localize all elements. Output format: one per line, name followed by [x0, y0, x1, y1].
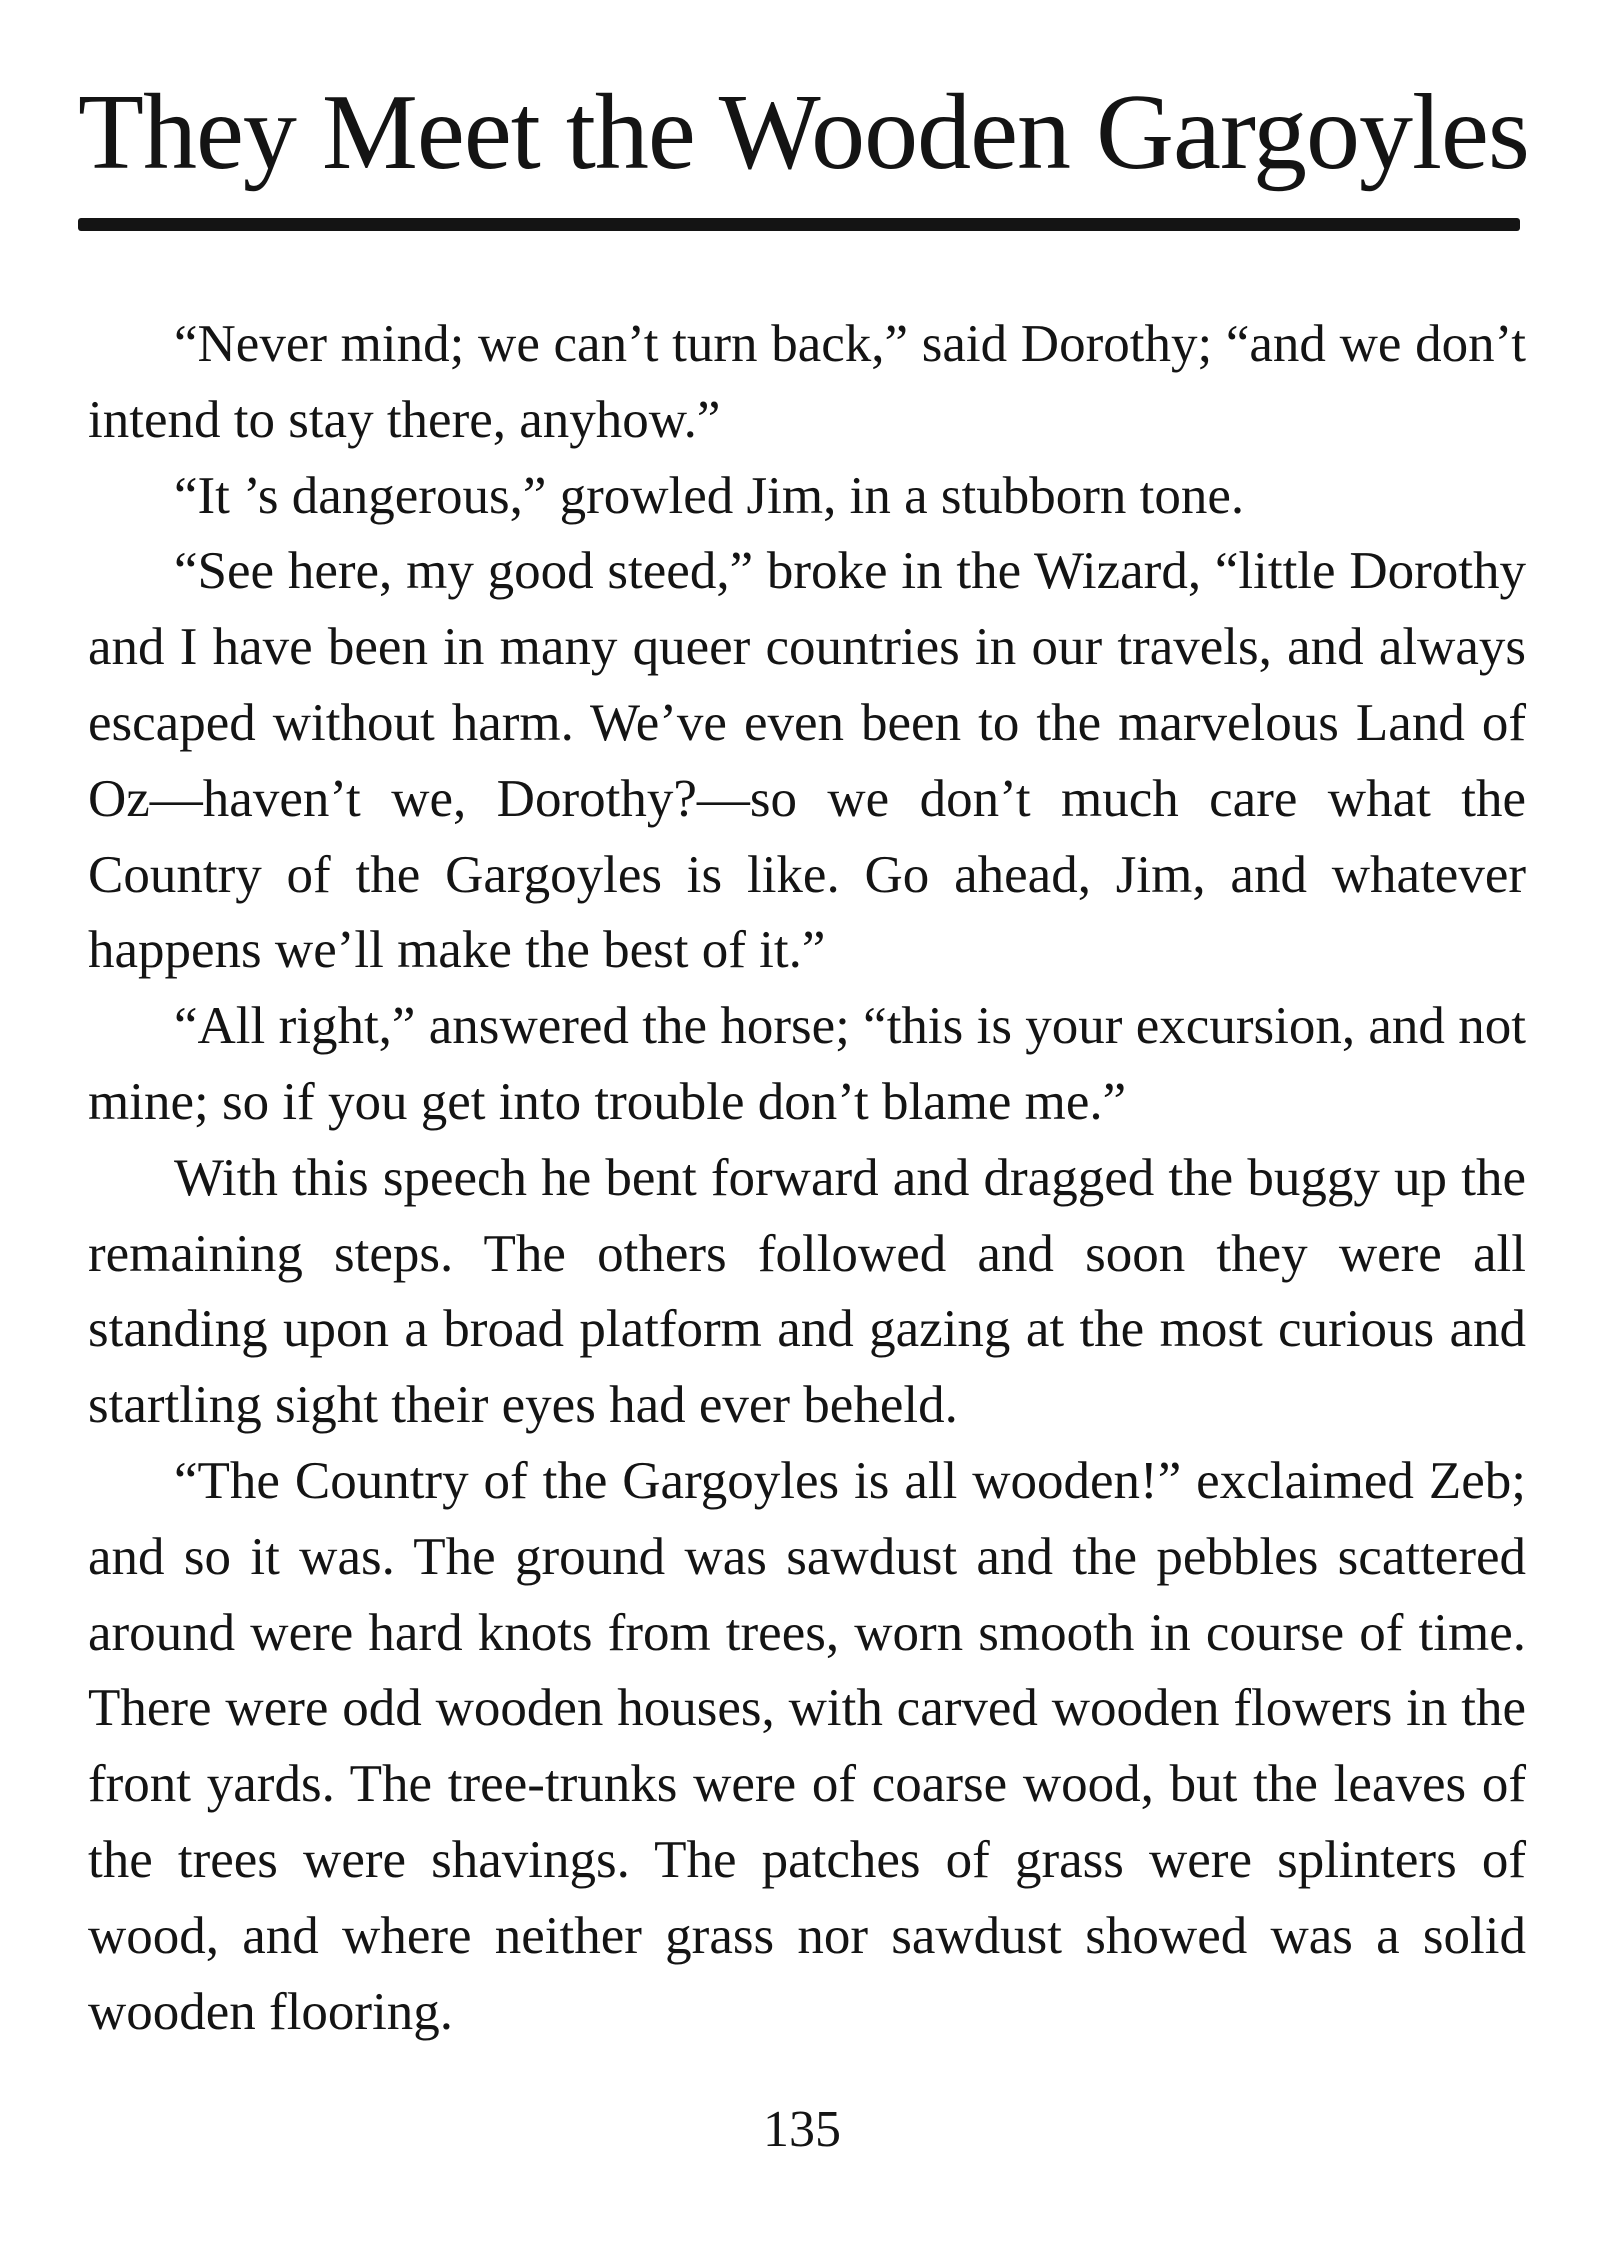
paragraph: With this speech he bent forward and dragged the buggy up the remaining steps. The others followed and soon they were all standing upon a broad platform and gazing at the most curious and startling sight their eyes had ever beheld.	[88, 1148, 1526, 1435]
body-text	[88, 307, 1526, 2050]
title-rule	[78, 218, 1520, 231]
page-number: 135	[763, 2101, 841, 2158]
chapter-title: They Meet the Wooden Gargoyles	[78, 73, 1529, 192]
page-header	[78, 72, 1529, 231]
paragraph: “It ’s dangerous,” growled Jim, in a stubborn tone.	[174, 466, 1245, 525]
paragraph: “The Country of the Gargoyles is all wooden!” exclaimed Zeb; and so it was. The ground was sawdust and the pebbles scattered around were hard knots from trees, worn smooth in course of time. There were odd wooden houses, with carved wooden flowers in the front yards. The tree-trunks were of coarse wood, but the leaves of the trees were shavings. The patches of grass were splinters of wood, and where neither grass nor sawdust showed was a solid wooden flooring.	[88, 1451, 1526, 2041]
paragraph: “All right,” answered the horse; “this is your excursion, and not mine; so if you get into trouble don’t blame me.”	[88, 997, 1526, 1131]
paragraph: “See here, my good steed,” broke in the Wizard, “little Dorothy and I have been in many queer countries in our travels, and always escaped without harm. We’ve even been to the marvelous Land of Oz—haven’t we, Dorothy?—so we don’t much care what the Country of the Gargoyles is like. Go ahead, Jim, and whatever happens we’ll make the best of it.”	[88, 542, 1526, 980]
paragraph: “Never mind; we can’t turn back,” said Dorothy; “and we don’t intend to stay there, anyhow.”	[88, 315, 1526, 449]
